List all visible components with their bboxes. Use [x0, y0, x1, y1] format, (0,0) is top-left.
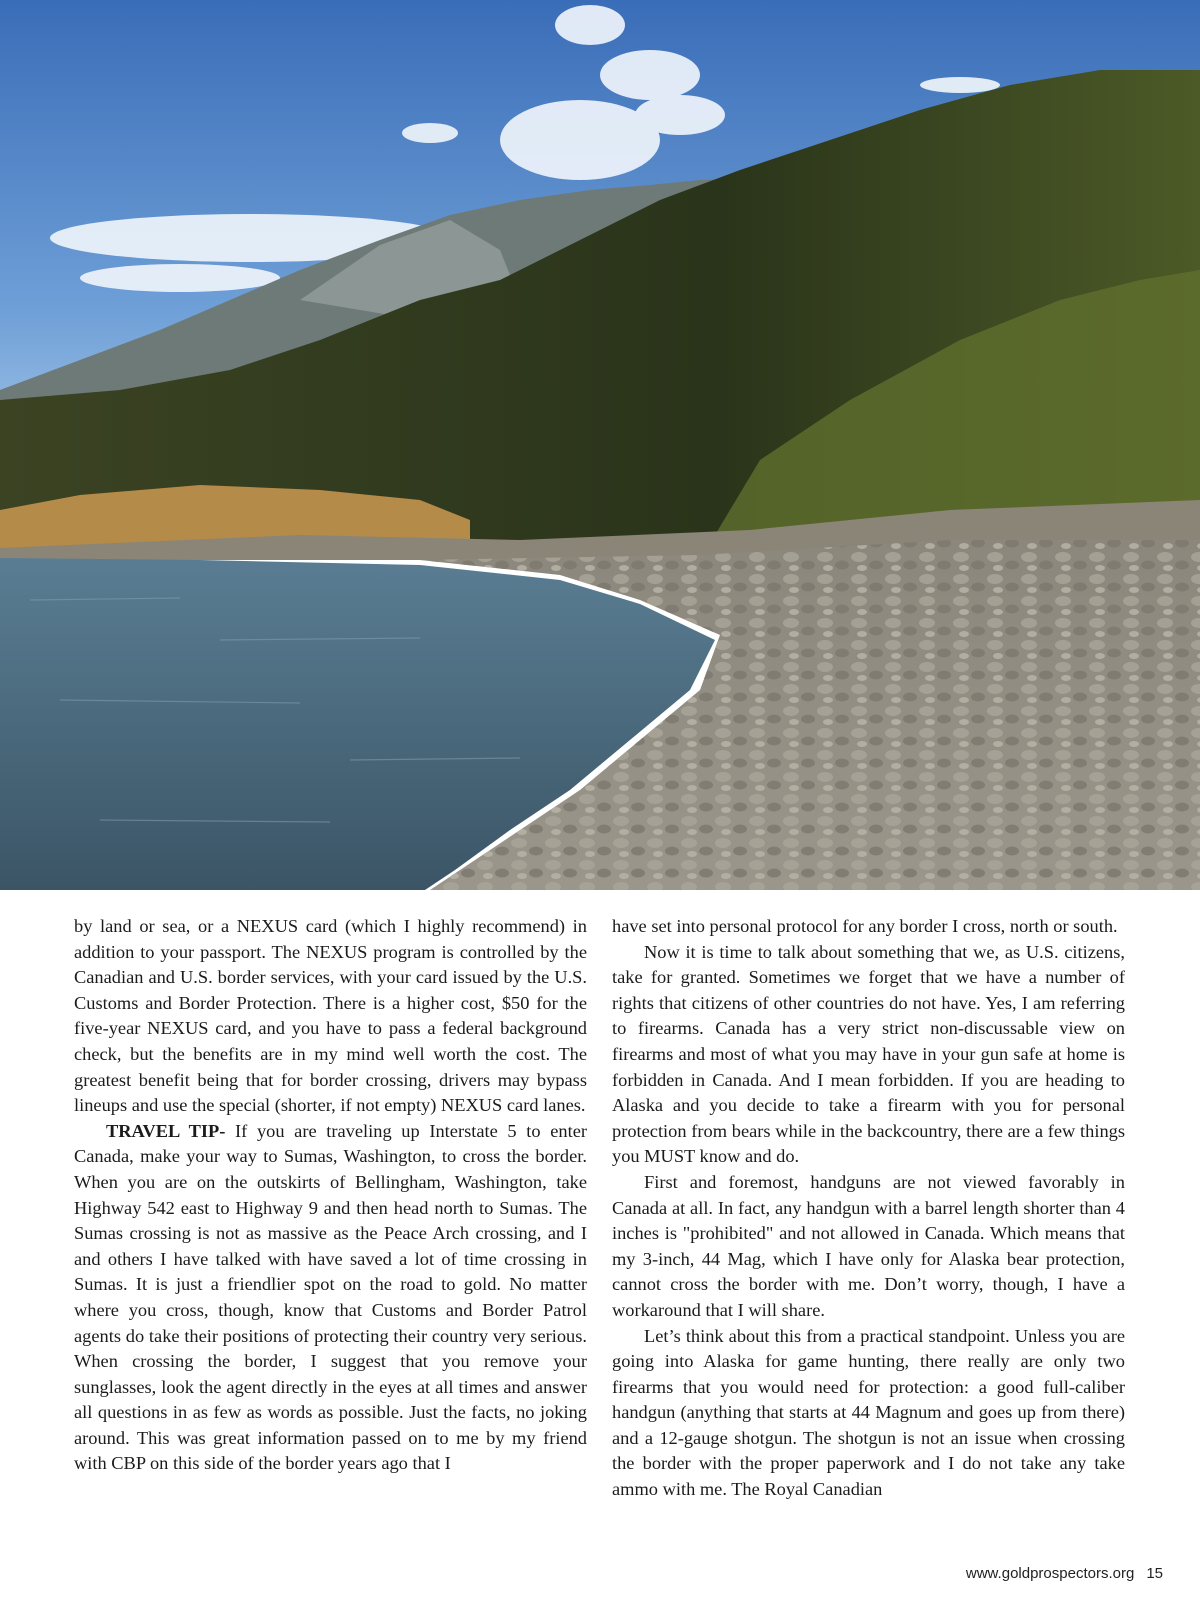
paragraph-handguns: First and foremost, handguns are not viewed favorably in Canada at all. In fact, any handgun with a barrel length shorter than 4 inches is "prohibited" and not allowed in Canada. Which means that my 3-inch, 44 Mag, which I have only for Alaska bear protection, cannot cross the border with me. Don’t worry, though, I have a workaround that I will share.	[612, 1171, 1125, 1320]
travel-tip-label: TRAVEL TIP-	[106, 1120, 226, 1141]
paragraph-nexus-card: by land or sea, or a NEXUS card (which I highly recommend) in addition to your passport. The NEXUS program is controlled by the Canadian and U.S. border services, with your card issued by the U.S. Customs and Border Protection. There is a higher cost, $50 for the five-year NEXUS card, and you have to pass a federal background check, but the benefits are in my mind well worth the cost. The greatest benefit being that for border crossing, drivers may bypass lineups and use the special (shorter, if not empty) NEXUS card lanes.	[74, 916, 587, 1116]
paragraph-firearms-rights: Now it is time to talk about something that we, as U.S. citizens, take for granted. Sometimes we forget that we have a number of rights that citizens of other countries do not have. Yes, I am referring to firearms. Canada has a very strict non-discussable view on firearms and most of what you may have in your gun safe at home is forbidden in Canada. And I mean forbidden. If you are heading to Alaska and you decide to take a firearm with you for personal protection from bears while in the backcountry, there are a few things you MUST know and do.	[612, 941, 1125, 1167]
right-text-column	[612, 914, 1125, 1503]
travel-tip-text: If you are traveling up Interstate 5 to enter Canada, make your way to Sumas, Washington, to cross the border. When you are on the outskirts of Bellingham, Washington, take Highway 542 east to Highway 9 and then head north to Sumas. The Sumas crossing is not as massive as the Peace Arch crossing, and I and others I have talked with have saved a lot of time crossing in Sumas. It is just a friendlier spot on the road to gold. No matter where you cross, though, know that Customs and Border Patrol agents do take their positions of protecting their country very serious. When crossing the border, I suggest that you remove your sunglasses, look the agent directly in the eyes at all times and answer all questions in as few as words as possible. Just the facts, no joking around. This was great information passed on to me by my friend with CBP on this side of the border years ago that I	[74, 1120, 587, 1474]
page-number: 15	[1146, 1565, 1163, 1582]
paragraph-practical-standpoint: Let’s think about this from a practical standpoint. Unless you are going into Alaska for game hunting, there really are only two firearms that you would need for protection: a good full-caliber handgun (anything that starts at 44 Magnum and goes up from there) and a 12-gauge shotgun. The shotgun is not an issue when crossing the border with the proper paperwork and I do not take any take ammo with me. The Royal Canadian	[612, 1325, 1125, 1500]
paragraph-protocol: have set into personal protocol for any border I cross, north or south.	[612, 916, 1118, 936]
left-text-column	[74, 914, 587, 1477]
paragraph-travel-tip	[74, 1119, 587, 1477]
footer-website: www.goldprospectors.org	[965, 1565, 1135, 1582]
page-footer	[966, 1565, 1163, 1582]
